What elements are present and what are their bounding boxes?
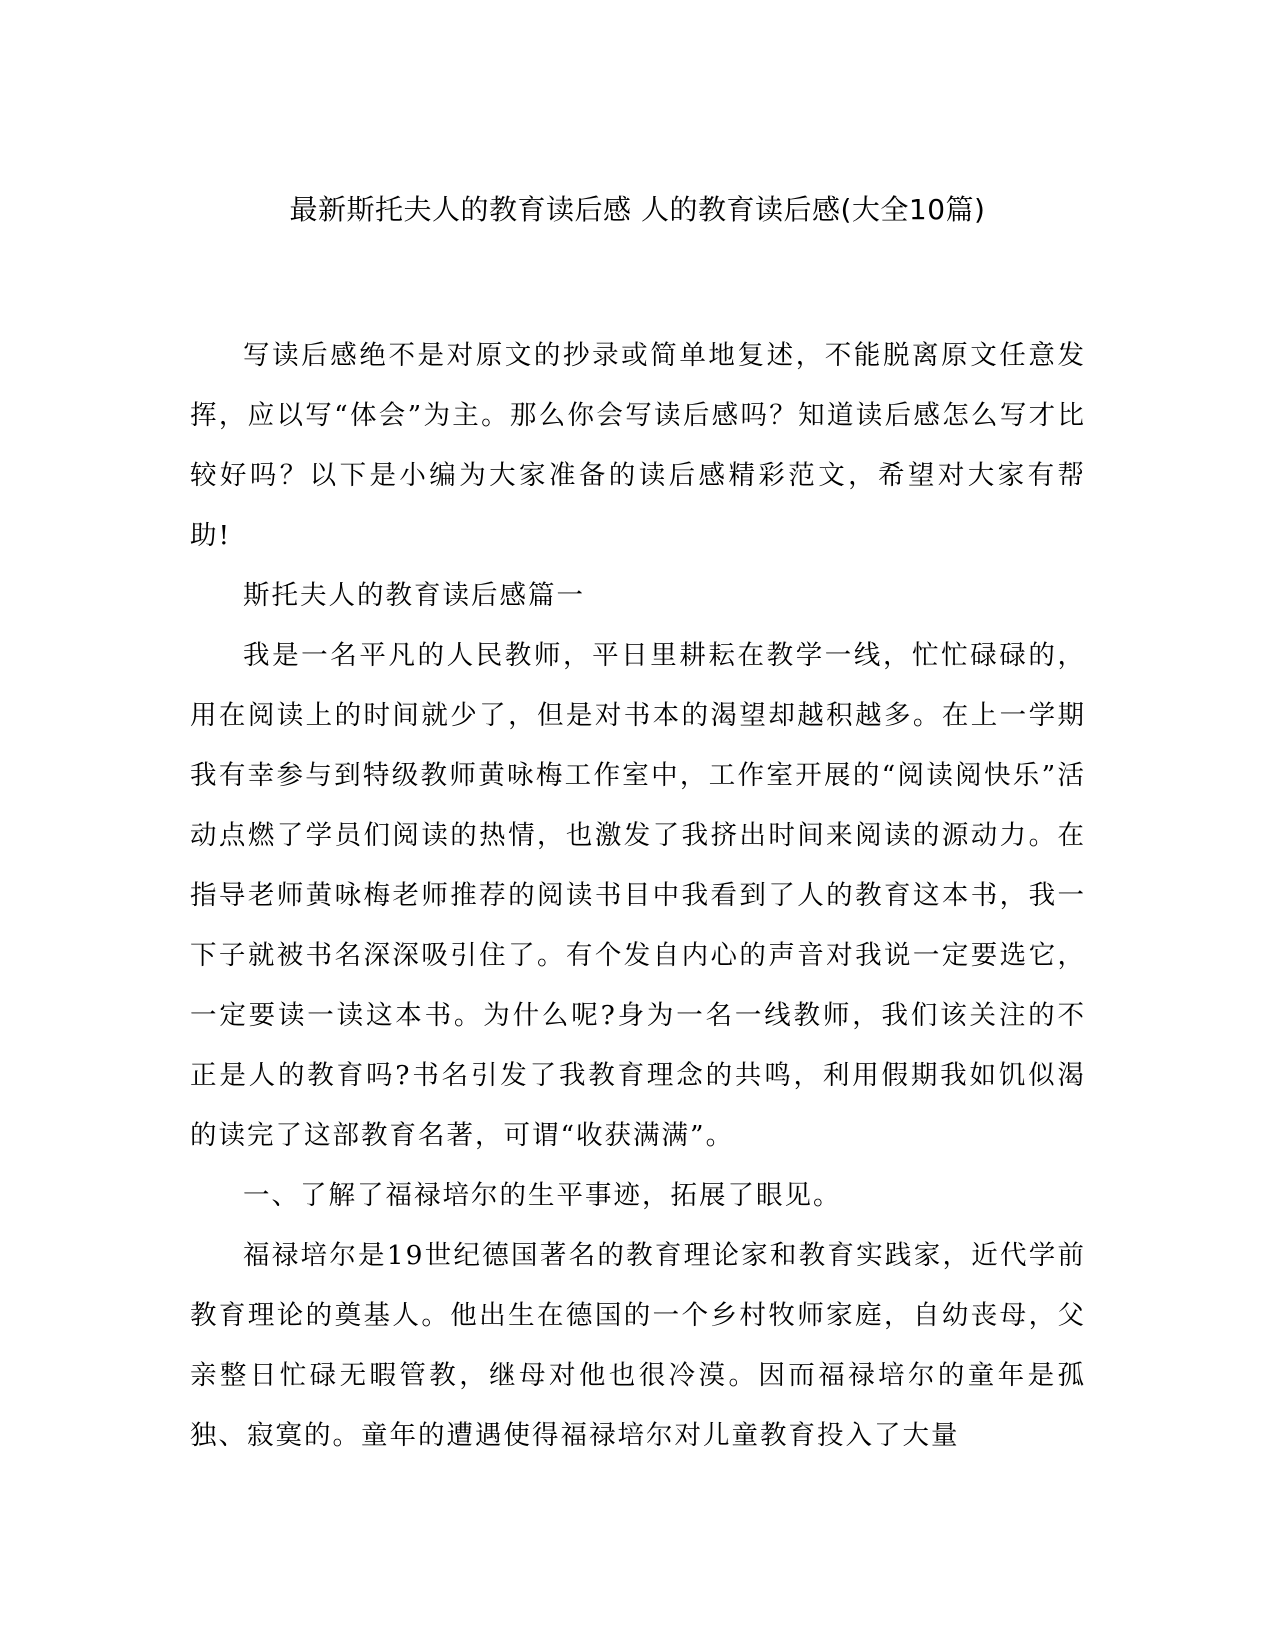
body-paragraph: 我是一名平凡的人民教师，平日里耕耘在教学一线，忙忙碌碌的，用在阅读上的时间就少了，但是对书本的渴望却越积越多。在上一学期我有幸参与到特级教师黄咏梅工作室中，工作室开展的“阅读阅快乐”活动点燃了学员们阅读的热情，也激发了我挤出时间来阅读的源动力。在指导老师黄咏梅老师推荐的阅读书目中我看到了人的教育这本书，我一下子就被书名深深吸引住了。有个发自内心的声音对我说一定要选它，一定要读一读这本书。为什么呢?身为一名一线教师，我们该关注的不正是人的教育吗?书名引发了我教育理念的共鸣，利用假期我如饥似渴的读完了这部教育名著，可谓“收获满满”。 (190, 640, 1086, 1151)
body-paragraph: 福禄培尔是19世纪德国著名的教育理论家和教育实践家，近代学前教育理论的奠基人。他出生在德国的一个乡村牧师家庭，自幼丧母，父亲整日忙碌无暇管教，继母对他也很冷漠。因而福禄培尔的童年是孤独、寂寞的。童年的遭遇使得福禄培尔对儿童教育投入了大量 (190, 1240, 1086, 1451)
subsection-heading: 一、了解了福禄培尔的生平事迹，拓展了眼见。 (243, 1180, 842, 1211)
document-body (190, 326, 1086, 1466)
document-title: 最新斯托夫人的教育读后感 人的教育读后感(大全10篇) (289, 193, 986, 226)
section-heading: 斯托夫人的教育读后感篇一 (243, 580, 585, 611)
intro-paragraph: 写读后感绝不是对原文的抄录或简单地复述，不能脱离原文任意发挥，应以写“体会”为主。那么你会写读后感吗？知道读后感怎么写才比较好吗？以下是小编为大家准备的读后感精彩范文，希望对大家有帮助! (190, 340, 1086, 551)
